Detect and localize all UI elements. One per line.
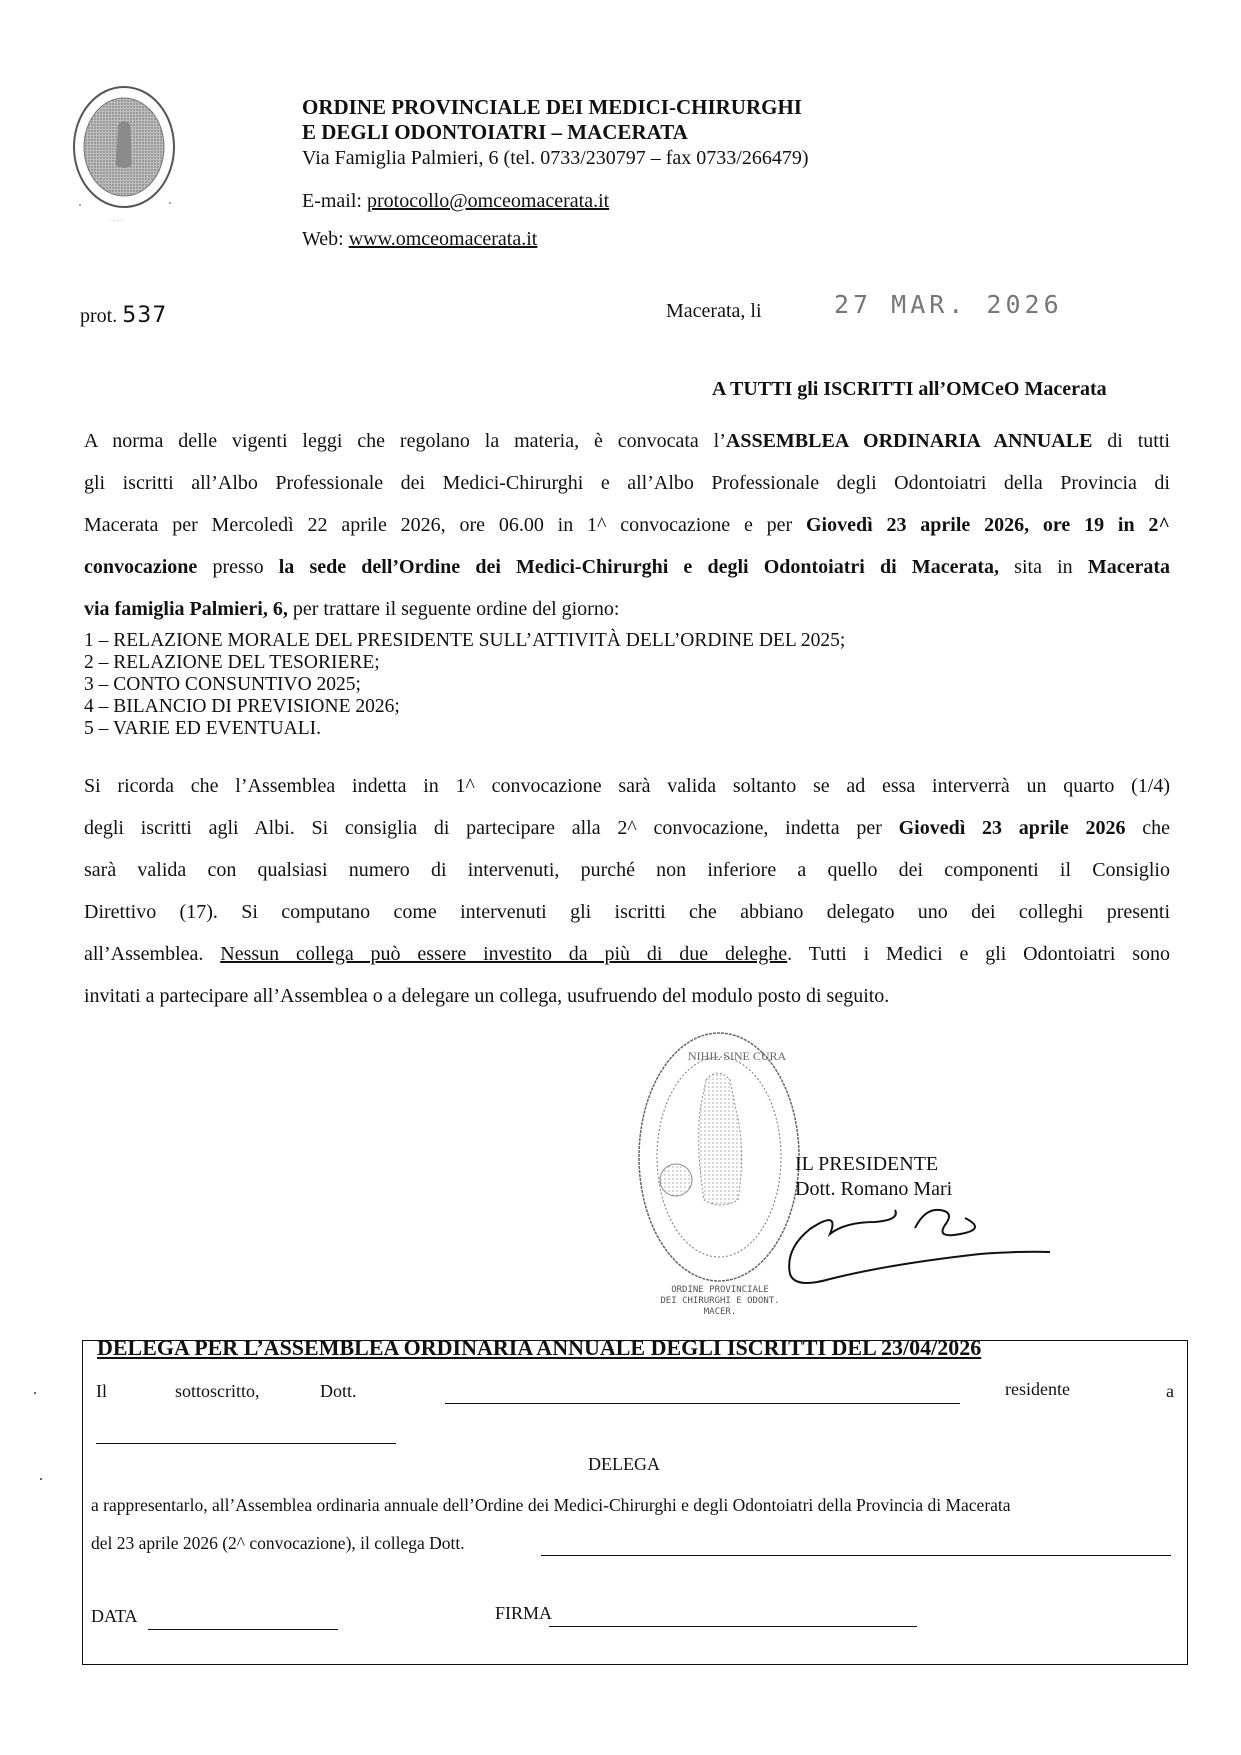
org-email [302, 189, 609, 213]
scan-speck [40, 1478, 42, 1480]
org-address: Via Famiglia Palmieri, 6 (tel. 0733/230797 – fax 0733/266479) [302, 147, 809, 169]
notice-line: Direttivo (17). Si computano come intervenuti gli iscritti che abbiano delegato uno dei colleghi presenti [84, 901, 1170, 923]
signatory-name: Dott. Romano Mari [795, 1178, 953, 1200]
form-text-sottoscritto: sottoscritto, [175, 1381, 260, 1401]
web-link[interactable]: www.omceomacerata.it [348, 228, 538, 250]
svg-text:NIHIL SINE CURA: NIHIL SINE CURA [688, 1049, 787, 1063]
agenda-item: 2 – RELAZIONE DEL TESORIERE; [84, 652, 380, 673]
second-convocation-date: Giovedì 23 aprile 2026 [898, 817, 1126, 839]
seal-caption-line: DEI CHIRURGHI E ODONT. [660, 1296, 780, 1306]
city: Macerata [1087, 556, 1170, 578]
signatory-role: IL PRESIDENTE [795, 1153, 939, 1175]
email-label: E-mail: [302, 190, 367, 212]
form-text-residente: residente [1005, 1379, 1070, 1399]
handwritten-signature [780, 1200, 1080, 1290]
delegation-form-title: DELEGA PER L’ASSEMBLEA ORDINARIA ANNUALE DEGLI ISCRITTI DEL 23/04/2026 [97, 1335, 982, 1360]
delegator-name-field[interactable] [445, 1403, 960, 1404]
text: che [1125, 817, 1170, 839]
notice-line: sarà valida con qualsiasi numero di intervenuti, purché non inferiore a quello dei componenti il Consiglio [84, 859, 1170, 881]
text: degli iscritti agli Albi. Si consiglia di partecipare alla 2^ convocazione, indetta per [84, 817, 899, 839]
text: A norma delle vigenti leggi che regolano la materia, è convocata l’ [84, 430, 726, 452]
second-convocation-date: Giovedì 23 aprile 2026, ore 19 in 2^ [805, 514, 1170, 536]
signature-label: FIRMA [495, 1603, 553, 1623]
email-link[interactable]: protocollo@omceomacerata.it [366, 190, 610, 212]
text: convocazione [84, 556, 198, 578]
venue: la sede dell’Ordine dei Medici-Chirurghi e degli Odontoiatri di Macerata, [278, 556, 1000, 578]
agenda-item: 4 – BILANCIO DI PREVISIONE 2026; [84, 696, 400, 717]
form-text-a: a [1166, 1381, 1174, 1401]
text: di tutti [1092, 430, 1170, 452]
delegation-limit-note: Nessun collega può essere investito da più di due deleghe [220, 943, 788, 965]
intro-line: gli iscritti all’Albo Professionale dei Medici-Chirurghi e all’Albo Professionale degli Odontoiatri della Provincia di [84, 472, 1170, 494]
prot-label: prot. [80, 305, 118, 327]
seal-caption-line: MACER. [703, 1307, 737, 1317]
signatory [795, 1152, 952, 1202]
official-seal-stamp [636, 1030, 802, 1284]
text: all’Assemblea. [84, 943, 221, 965]
venue-address: via famiglia Palmieri, 6, [84, 598, 288, 620]
notice-line [84, 817, 1170, 840]
text: presso [197, 556, 279, 578]
residence-field[interactable] [96, 1443, 396, 1444]
text: per trattare il seguente ordine del giorno: [287, 598, 620, 620]
intro-line [84, 514, 1170, 537]
notice-line: Si ricorda che l’Assemblea indetta in 1^ convocazione sarà valida soltanto se ad essa interverrà un quarto (1/4) [84, 775, 1170, 797]
org-name-line2: E DEGLI ODONTOIATRI – MACERATA [302, 120, 688, 144]
intro-line [84, 598, 619, 621]
agenda-item: 5 – VARIE ED EVENTUALI. [84, 718, 322, 739]
addressee: A TUTTI gli ISCRITTI all’OMCeO Macerata [712, 378, 1107, 400]
delegation-form [82, 1335, 1188, 1665]
delegation-text: a rappresentarlo, all’Assemblea ordinaria annuale dell’Ordine dei Medici-Chirurghi e degli Odontoiatri della Provincia di Macerata [91, 1495, 1011, 1515]
agenda-item: 1 – RELAZIONE MORALE DEL PRESIDENTE SULL’ATTIVITÀ DELL’ORDINE DEL 2025; [84, 630, 846, 651]
signature-field[interactable] [549, 1626, 917, 1627]
date-label: DATA [91, 1606, 138, 1626]
web-label: Web: [302, 228, 349, 250]
date-stamp: 27 MAR. 2026 [834, 290, 1063, 319]
agenda-item: 3 – CONTO CONSUNTIVO 2025; [84, 674, 361, 695]
protocol-number [80, 303, 167, 328]
assembly-name: ASSEMBLEA ORDINARIA ANNUALE [725, 430, 1093, 452]
agenda-list [84, 630, 845, 740]
form-text-dott: Dott. [320, 1381, 357, 1401]
prot-value: 537 [122, 303, 168, 328]
text: Macerata per Mercoledì 22 aprile 2026, ore 06.00 in 1^ convocazione e per [84, 514, 806, 536]
text: sita in [999, 556, 1088, 578]
notice-line [84, 943, 1170, 966]
intro-line [84, 430, 1170, 453]
form-text-il: Il [96, 1381, 107, 1401]
date-field[interactable] [148, 1629, 338, 1630]
delegate-name-field[interactable] [541, 1555, 1171, 1556]
seal-caption [660, 1285, 780, 1318]
org-web [302, 227, 537, 251]
intro-line [84, 556, 1170, 579]
seal-caption-line: ORDINE PROVINCIALE [671, 1285, 769, 1295]
svg-text:· · · ·: · · · · [108, 217, 123, 225]
notice-line: invitati a partecipare all’Assemblea o a delegare un collega, usufruendo del modulo posto di seguito. [84, 985, 890, 1007]
scan-speck [34, 1392, 36, 1394]
org-name-line1: ORDINE PROVINCIALE DEI MEDICI-CHIRURGHI [302, 95, 802, 119]
text: . Tutti i Medici e gli Odontoiatri sono [787, 943, 1171, 965]
order-seal-logo [70, 85, 188, 227]
delega-heading: DELEGA [588, 1454, 660, 1474]
delegation-text-collega: del 23 aprile 2026 (2^ convocazione), il collega Dott. [91, 1533, 465, 1553]
place-label: Macerata, li [666, 300, 762, 322]
organization-name [302, 95, 802, 145]
